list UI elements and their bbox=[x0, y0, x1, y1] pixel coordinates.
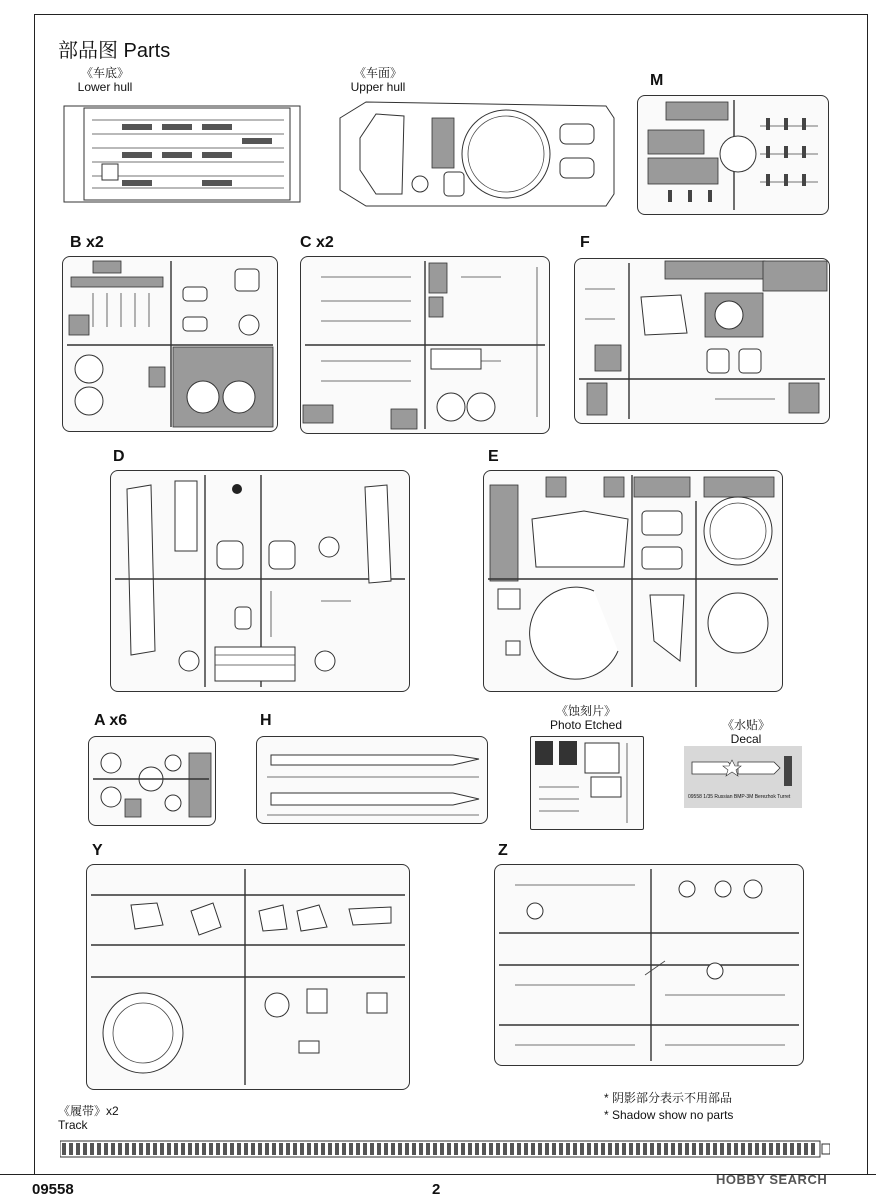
track-link bbox=[447, 1143, 451, 1155]
sprue-f bbox=[574, 258, 830, 424]
track-link bbox=[776, 1143, 780, 1155]
shading-note-en: * Shadow show no parts bbox=[604, 1108, 734, 1122]
track-link bbox=[734, 1143, 738, 1155]
track-link bbox=[62, 1143, 66, 1155]
track-link bbox=[174, 1143, 178, 1155]
sprue-h-label: H bbox=[260, 712, 272, 729]
sprue-y-label: Y bbox=[92, 842, 103, 859]
track-link bbox=[139, 1143, 143, 1155]
track-link bbox=[69, 1143, 73, 1155]
track-link bbox=[321, 1143, 325, 1155]
track-link bbox=[188, 1143, 192, 1155]
photo-etched-label bbox=[538, 704, 634, 732]
sprue-e bbox=[483, 470, 783, 692]
track-link bbox=[181, 1143, 185, 1155]
track-link bbox=[314, 1143, 318, 1155]
track-link bbox=[118, 1143, 122, 1155]
sprue-e-parts bbox=[484, 471, 782, 691]
watermark: HOBBY SEARCH bbox=[716, 1172, 828, 1187]
track-link bbox=[573, 1143, 577, 1155]
sprue-h-parts bbox=[257, 737, 487, 823]
track-link bbox=[643, 1143, 647, 1155]
page-title: 部品图 Parts bbox=[58, 40, 171, 62]
track-link bbox=[650, 1143, 654, 1155]
track-link bbox=[580, 1143, 584, 1155]
track-link bbox=[293, 1143, 297, 1155]
track-link bbox=[489, 1143, 493, 1155]
track-link bbox=[636, 1143, 640, 1155]
track-link bbox=[405, 1143, 409, 1155]
track-link bbox=[167, 1143, 171, 1155]
track-link bbox=[664, 1143, 668, 1155]
shading-note bbox=[604, 1090, 733, 1124]
sprue-c-label: C x2 bbox=[300, 234, 334, 251]
track-link bbox=[587, 1143, 591, 1155]
track-link bbox=[468, 1143, 472, 1155]
sprue-z-parts bbox=[495, 865, 803, 1065]
track-link bbox=[328, 1143, 332, 1155]
track-link bbox=[608, 1143, 612, 1155]
track-link bbox=[258, 1143, 262, 1155]
track-link bbox=[790, 1143, 794, 1155]
track-link bbox=[265, 1143, 269, 1155]
track-link bbox=[601, 1143, 605, 1155]
track-link bbox=[762, 1143, 766, 1155]
track-link bbox=[426, 1143, 430, 1155]
track-link bbox=[90, 1143, 94, 1155]
track-link bbox=[370, 1143, 374, 1155]
sprue-z-label: Z bbox=[498, 842, 508, 859]
track-link bbox=[517, 1143, 521, 1155]
upper-hull-label bbox=[338, 66, 418, 94]
track-link bbox=[363, 1143, 367, 1155]
sprue-e-label: E bbox=[488, 448, 499, 465]
lower-hull-label-en: Lower hull bbox=[77, 80, 133, 94]
track-link bbox=[622, 1143, 626, 1155]
track-link bbox=[153, 1143, 157, 1155]
sprue-a-parts bbox=[89, 737, 215, 825]
lower-hull-drawing bbox=[62, 104, 302, 204]
photo-etched-label-en: Photo Etched bbox=[549, 718, 623, 732]
track-link bbox=[335, 1143, 339, 1155]
track-link bbox=[685, 1143, 689, 1155]
track-link bbox=[524, 1143, 528, 1155]
track-link bbox=[160, 1143, 164, 1155]
track-label-en: Track bbox=[58, 1118, 88, 1132]
photo-etched-parts bbox=[531, 737, 643, 829]
track-link bbox=[111, 1143, 115, 1155]
track-link bbox=[797, 1143, 801, 1155]
decal-label-en: Decal bbox=[730, 732, 762, 746]
sprue-d bbox=[110, 470, 410, 692]
track-link bbox=[384, 1143, 388, 1155]
track-link bbox=[251, 1143, 255, 1155]
track-link bbox=[279, 1143, 283, 1155]
upper-hull-label-en: Upper hull bbox=[350, 80, 406, 94]
track-link bbox=[146, 1143, 150, 1155]
decal-sheet bbox=[684, 746, 802, 808]
photo-etched-fret bbox=[530, 736, 644, 830]
track-link bbox=[531, 1143, 535, 1155]
track-link bbox=[727, 1143, 731, 1155]
product-code: 09558 bbox=[32, 1181, 74, 1198]
track-link bbox=[706, 1143, 710, 1155]
upper-hull-label-cn: 《车面》 bbox=[353, 66, 402, 80]
track-link bbox=[307, 1143, 311, 1155]
track-link bbox=[482, 1143, 486, 1155]
track-link bbox=[657, 1143, 661, 1155]
track-link bbox=[615, 1143, 619, 1155]
page-number: 2 bbox=[432, 1181, 441, 1198]
track-link bbox=[440, 1143, 444, 1155]
track-link bbox=[713, 1143, 717, 1155]
track-link bbox=[454, 1143, 458, 1155]
track-link bbox=[412, 1143, 416, 1155]
track-link bbox=[748, 1143, 752, 1155]
track-link bbox=[342, 1143, 346, 1155]
track-link bbox=[209, 1143, 213, 1155]
sprue-c-parts bbox=[301, 257, 549, 433]
sprue-y bbox=[86, 864, 410, 1090]
track-link bbox=[132, 1143, 136, 1155]
track-link bbox=[202, 1143, 206, 1155]
track-link bbox=[552, 1143, 556, 1155]
lower-hull-label bbox=[60, 66, 150, 94]
track-link bbox=[419, 1143, 423, 1155]
track-link bbox=[811, 1143, 815, 1155]
sprue-y-parts bbox=[87, 865, 409, 1089]
decal-label-cn: 《水贴》 bbox=[721, 718, 770, 732]
sprue-m-label: M bbox=[650, 72, 664, 89]
sprue-f-label: F bbox=[580, 234, 590, 251]
track-link bbox=[699, 1143, 703, 1155]
photo-etched-label-cn: 《蚀刻片》 bbox=[555, 704, 616, 718]
track-link bbox=[629, 1143, 633, 1155]
track-link bbox=[391, 1143, 395, 1155]
track-label-cn: 《履带》x2 bbox=[58, 1104, 119, 1118]
track-link bbox=[510, 1143, 514, 1155]
sprue-z bbox=[494, 864, 804, 1066]
track-link bbox=[692, 1143, 696, 1155]
track-link bbox=[433, 1143, 437, 1155]
track-link bbox=[76, 1143, 80, 1155]
sprue-b-label: B x2 bbox=[70, 234, 104, 251]
track-link bbox=[377, 1143, 381, 1155]
track-label bbox=[58, 1104, 119, 1132]
track-link bbox=[216, 1143, 220, 1155]
track-link bbox=[678, 1143, 682, 1155]
track-link bbox=[783, 1143, 787, 1155]
track-link bbox=[286, 1143, 290, 1155]
shading-note-cn: * 阴影部分表示不用部品 bbox=[604, 1091, 733, 1105]
track-link bbox=[83, 1143, 87, 1155]
track-link bbox=[475, 1143, 479, 1155]
sprue-b bbox=[62, 256, 278, 432]
track-link bbox=[356, 1143, 360, 1155]
track-link bbox=[97, 1143, 101, 1155]
track-link bbox=[223, 1143, 227, 1155]
sprue-b-parts bbox=[63, 257, 277, 431]
sprue-h bbox=[256, 736, 488, 824]
track-link bbox=[300, 1143, 304, 1155]
sprue-a-label: A x6 bbox=[94, 712, 128, 729]
sprue-d-parts bbox=[111, 471, 409, 691]
track-link bbox=[559, 1143, 563, 1155]
sprue-m bbox=[637, 95, 829, 215]
track-link bbox=[237, 1143, 241, 1155]
decal-caption: 09558 1/35 Russian BMP-3M Berezhok Turret bbox=[688, 794, 791, 800]
track-link bbox=[538, 1143, 542, 1155]
track-link bbox=[244, 1143, 248, 1155]
track-strip bbox=[60, 1138, 830, 1160]
track-link bbox=[195, 1143, 199, 1155]
track-link bbox=[230, 1143, 234, 1155]
track-link bbox=[125, 1143, 129, 1155]
track-link bbox=[272, 1143, 276, 1155]
track-link bbox=[104, 1143, 108, 1155]
track-link bbox=[496, 1143, 500, 1155]
track-link bbox=[755, 1143, 759, 1155]
track-link bbox=[398, 1143, 402, 1155]
lower-hull-label-cn: 《车底》 bbox=[80, 66, 129, 80]
track-link bbox=[566, 1143, 570, 1155]
track-link bbox=[804, 1143, 808, 1155]
upper-hull-drawing bbox=[336, 98, 616, 210]
track-link bbox=[461, 1143, 465, 1155]
track-link bbox=[349, 1143, 353, 1155]
track-link bbox=[594, 1143, 598, 1155]
sprue-a bbox=[88, 736, 216, 826]
track-link bbox=[671, 1143, 675, 1155]
sprue-m-parts bbox=[638, 96, 828, 214]
sprue-f-parts bbox=[575, 259, 829, 423]
decal-label bbox=[706, 718, 786, 746]
track-link bbox=[503, 1143, 507, 1155]
track-link bbox=[545, 1143, 549, 1155]
track-link bbox=[769, 1143, 773, 1155]
sprue-d-label: D bbox=[113, 448, 125, 465]
track-link bbox=[741, 1143, 745, 1155]
track-link bbox=[720, 1143, 724, 1155]
sprue-c bbox=[300, 256, 550, 434]
